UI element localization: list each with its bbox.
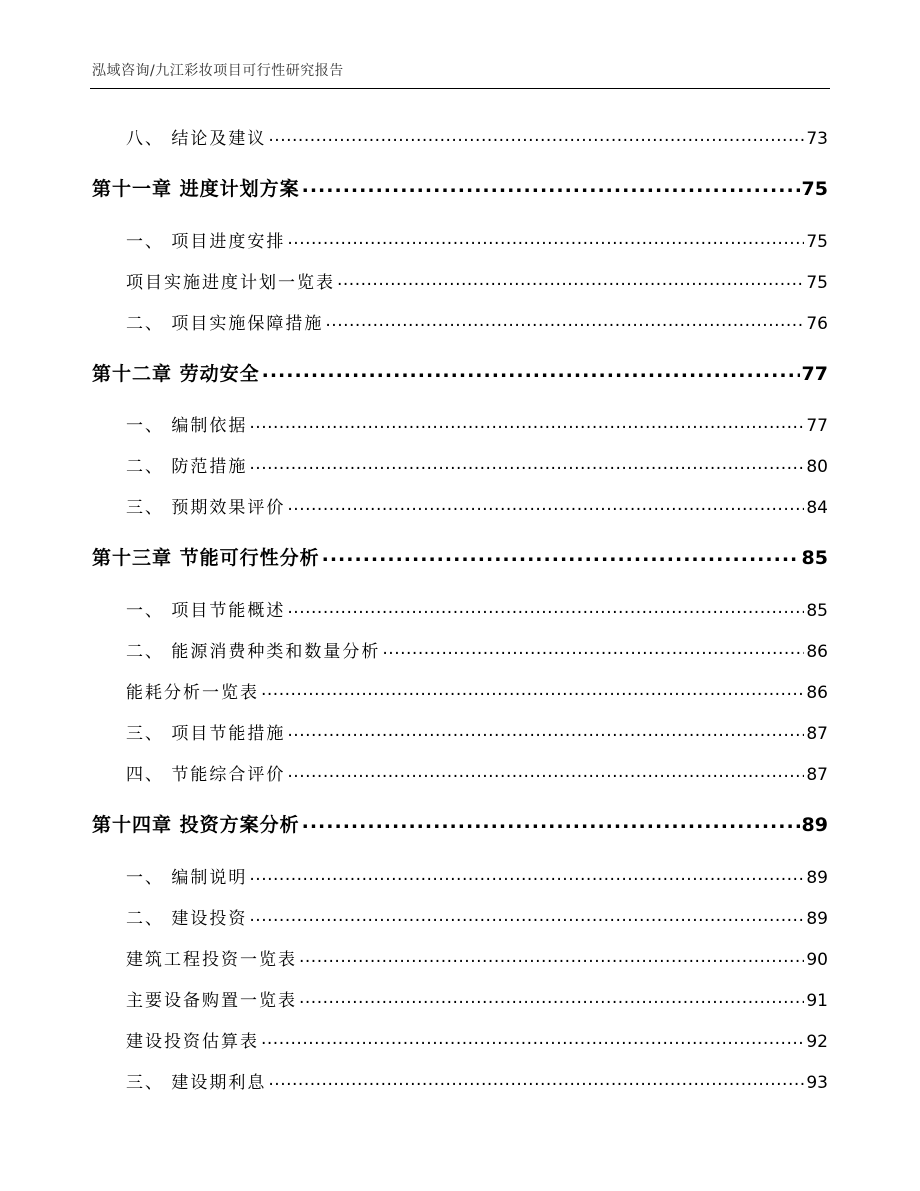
toc-entry-page: 73 — [806, 129, 828, 149]
toc-entry-label: 项目实施进度计划一览表 — [126, 273, 335, 293]
toc-leader — [249, 907, 804, 924]
toc-entry-page: 91 — [806, 991, 828, 1011]
toc-leader — [325, 312, 804, 329]
toc-entry[interactable] — [126, 863, 828, 888]
toc-entry-label: 二、 能源消费种类和数量分析 — [126, 642, 381, 662]
toc-chapter-entry[interactable] — [92, 174, 828, 201]
toc-entry-page: 89 — [806, 909, 828, 929]
toc-entry-label: 一、 项目节能概述 — [126, 601, 286, 621]
toc-entry[interactable] — [126, 411, 828, 436]
toc-entry-page: 87 — [806, 765, 828, 785]
toc-leader — [322, 545, 800, 564]
toc-entry-page: 89 — [806, 868, 828, 888]
toc-leader — [302, 812, 800, 831]
toc-entry-label: 一、 编制说明 — [126, 868, 248, 888]
toc-leader — [337, 271, 804, 288]
toc-leader — [299, 989, 804, 1006]
toc-entry-page: 80 — [806, 457, 828, 477]
toc-entry[interactable] — [126, 678, 828, 703]
toc-entry-label: 一、 编制依据 — [126, 416, 248, 436]
toc-entry-page: 85 — [801, 547, 828, 569]
running-header: 泓域咨询/九江彩妆项目可行性研究报告 — [92, 63, 344, 79]
toc-entry-label: 二、 建设投资 — [126, 909, 248, 929]
toc-entry-page: 89 — [801, 814, 828, 836]
toc-entry-page: 93 — [806, 1073, 828, 1093]
toc-entry-page: 77 — [806, 416, 828, 436]
toc-leader — [268, 127, 804, 144]
header-rule — [90, 88, 830, 89]
toc-entry-label: 八、 结论及建议 — [126, 129, 267, 149]
toc-leader — [262, 361, 800, 380]
toc-entry-label: 三、 预期效果评价 — [126, 498, 286, 518]
toc-entry-label: 第十一章 进度计划方案 — [92, 178, 300, 200]
toc-entry-page: 75 — [806, 232, 828, 252]
toc-entry-page: 87 — [806, 724, 828, 744]
toc-entry[interactable] — [126, 1068, 828, 1093]
toc-entry[interactable] — [126, 268, 828, 293]
toc-entry-page: 75 — [806, 273, 828, 293]
toc-leader — [287, 599, 804, 616]
toc-entry[interactable] — [126, 904, 828, 929]
toc-entry-page: 77 — [801, 363, 828, 385]
toc-leader — [287, 230, 804, 247]
toc-entry[interactable] — [126, 637, 828, 662]
toc-leader — [261, 1030, 804, 1047]
toc-entry-page: 75 — [801, 178, 828, 200]
toc-leader — [249, 866, 804, 883]
toc-entry-label: 主要设备购置一览表 — [126, 991, 297, 1011]
toc-entry[interactable] — [126, 945, 828, 970]
toc-chapter-entry[interactable] — [92, 810, 828, 837]
toc-entry-label: 建筑工程投资一览表 — [126, 950, 297, 970]
toc-entry[interactable] — [126, 1027, 828, 1052]
toc-entry-label: 第十三章 节能可行性分析 — [92, 547, 320, 569]
toc-entry[interactable] — [126, 986, 828, 1011]
toc-entry-page: 76 — [806, 314, 828, 334]
toc-leader — [382, 640, 804, 657]
toc-entry-page: 86 — [806, 642, 828, 662]
toc-entry[interactable] — [126, 719, 828, 744]
toc-leader — [287, 496, 804, 513]
toc-entry[interactable] — [126, 227, 828, 252]
toc-entry[interactable] — [126, 760, 828, 785]
toc-entry-page: 86 — [806, 683, 828, 703]
toc-entry-page: 85 — [806, 601, 828, 621]
toc-chapter-entry[interactable] — [92, 359, 828, 386]
toc-entry[interactable] — [126, 309, 828, 334]
toc-entry-label: 建设投资估算表 — [126, 1032, 259, 1052]
toc-leader — [287, 763, 804, 780]
toc-leader — [287, 722, 804, 739]
toc-entry-label: 一、 项目进度安排 — [126, 232, 286, 252]
toc-entry-label: 二、 项目实施保障措施 — [126, 314, 324, 334]
toc-entry-label: 二、 防范措施 — [126, 457, 248, 477]
toc-entry[interactable] — [126, 596, 828, 621]
toc-entry-label: 四、 节能综合评价 — [126, 765, 286, 785]
toc-leader — [302, 176, 800, 195]
toc-entry-page: 84 — [806, 498, 828, 518]
toc-leader — [261, 681, 804, 698]
toc-entry[interactable] — [126, 493, 828, 518]
toc-chapter-entry[interactable] — [92, 543, 828, 570]
toc-leader — [299, 948, 804, 965]
toc-entry-label: 三、 项目节能措施 — [126, 724, 286, 744]
toc-leader — [249, 455, 804, 472]
toc-leader — [268, 1071, 804, 1088]
toc-entry[interactable] — [126, 124, 828, 149]
toc-entry[interactable] — [126, 452, 828, 477]
toc-entry-label: 三、 建设期利息 — [126, 1073, 267, 1093]
toc-entry-page: 90 — [806, 950, 828, 970]
toc-entry-label: 第十四章 投资方案分析 — [92, 814, 300, 836]
toc-entry-label: 能耗分析一览表 — [126, 683, 259, 703]
toc-entry-page: 92 — [806, 1032, 828, 1052]
toc-leader — [249, 414, 804, 431]
toc-entry-label: 第十二章 劳动安全 — [92, 363, 260, 385]
